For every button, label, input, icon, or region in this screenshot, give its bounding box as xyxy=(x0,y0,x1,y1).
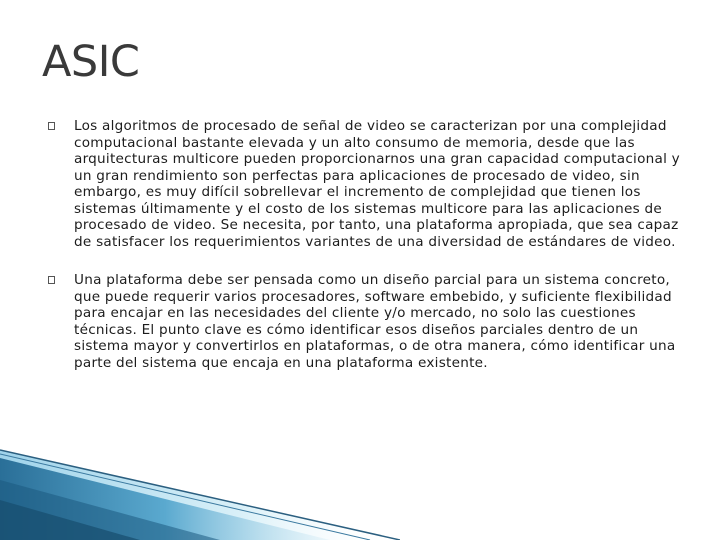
square-bullet-icon xyxy=(48,276,55,284)
decorative-swoosh xyxy=(0,420,400,540)
slide-title: ASIC xyxy=(42,37,140,87)
bullet-list xyxy=(48,118,684,371)
bullet-text-2: Una plataforma debe ser pensada como un diseño parcial para un sistema concreto, que puede requerir varios procesadores, software embebido, y suficiente flexibilidad para encajar en las necesidades del cliente y/o mercado, no solo las cuestiones técnicas. El punto clave es cómo identificar esos diseños parciales dentro de un sistema mayor y convertirlos en plataformas, o de otra manera, cómo identificar una parte del sistema que encaja en una plataforma existente. xyxy=(74,272,676,371)
square-bullet-icon xyxy=(48,122,55,130)
bullet-text-1: Los algoritmos de procesado de señal de video se caracterizan por una complejidad computacional bastante elevada y un alto consumo de memoria, desde que las arquitecturas multicore pueden proporcionarnos una gran capacidad computacional y un gran rendimiento son perfectas para aplicaciones de procesado de video, sin embargo, es muy difícil sobrellevar el incremento de complejidad que tienen los sistemas últimamente y el costo de los sistemas multicore para las aplicaciones de procesado de video. Se necesita, por tanto, una plataforma apropiada, que sea capaz de satisfacer los requerimientos variantes de una diversidad de estándares de video. xyxy=(74,118,680,250)
bullet-item-2 xyxy=(48,272,684,371)
bullet-item-1 xyxy=(48,118,684,250)
